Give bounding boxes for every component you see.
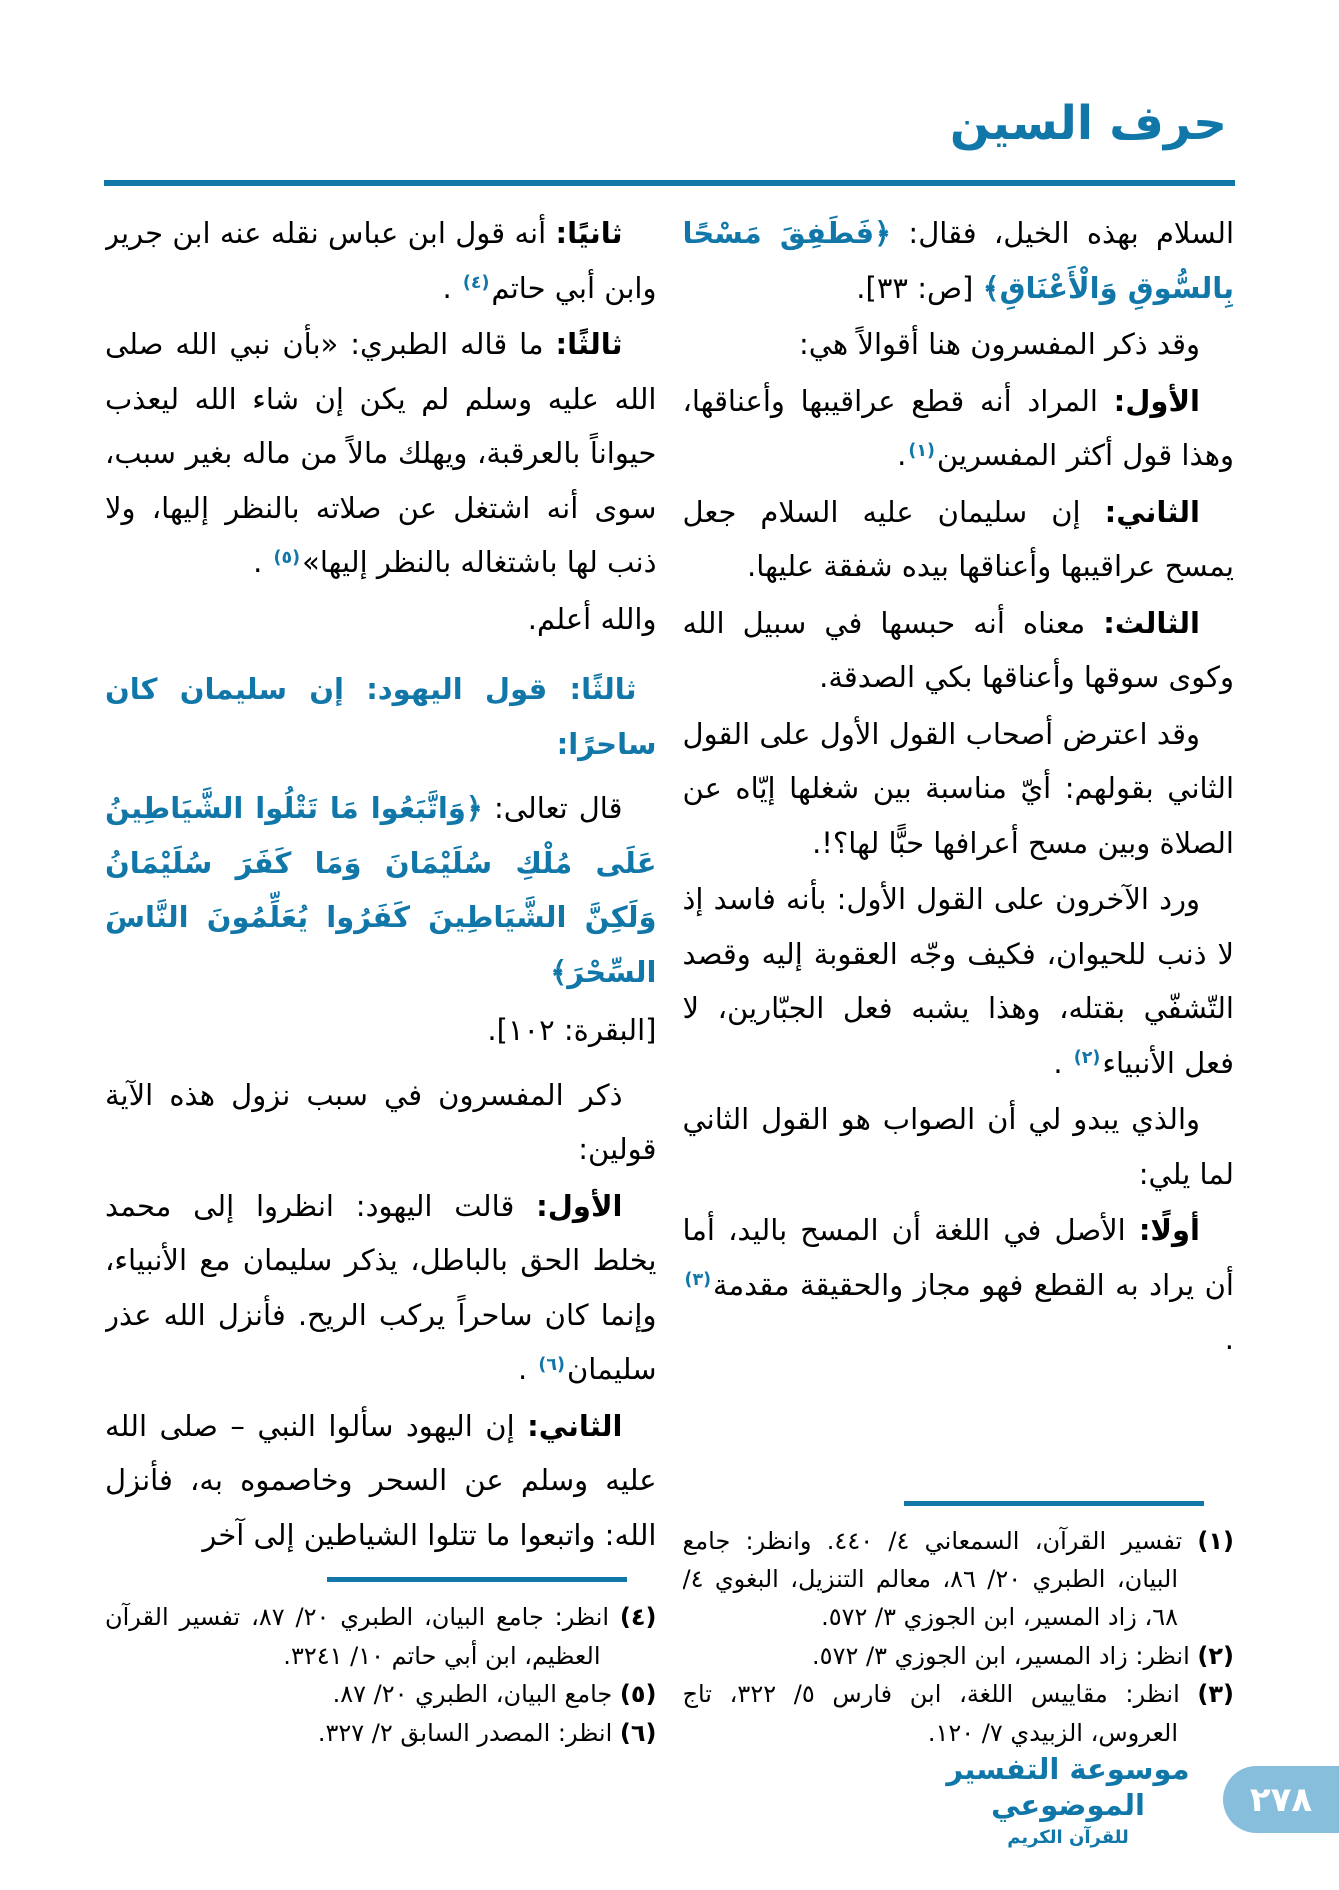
left-column-footnotes [105,1577,657,1752]
footnote-text: انظر: المصدر السابق ٢/ ٣٢٧. [317,1718,620,1747]
header-rule [104,180,1235,186]
right-column-footnotes [683,1501,1235,1752]
left-column [105,206,657,1752]
text-run: أنه قول ابن عباس نقله عنه ابن جرير وابن أبي حاتم [105,216,657,305]
paragraph [105,1003,657,1058]
text-run: ما قاله الطبري: «بأن نبي الله صلى الله عليه وسلم لم يكن إن شاء الله ليعذب حيواناً بالعرقبة، ويهلك مالاً من ماله بغير سبب، سوى أنه اشتغل عن صلاته بالنظر إليها، ولا ذنب لها باشتغاله بالنظر إليها» [105,327,657,580]
text-run: السلام بهذه الخيل، فقال: [891,216,1234,250]
text-run: وقد اعترض أصحاب القول الأول على القول الثاني بقولهم: أيّ مناسبة بين شغلها إيّاه عن الصلاة وبين مسح أعرافها حبًّا لها؟!. [682,716,1234,860]
footnote-number: (٦) [619,1718,657,1747]
lead-word: ثانيًا: [555,216,623,250]
text-run: . [1053,1045,1072,1080]
footnote-text: انظر: مقاييس اللغة، ابن فارس ٥/ ٣٢٢، تاج العروس، الزبيدي ٧/ ١٢٠. [682,1680,1198,1747]
lead-word: الأول: [536,1188,623,1223]
publisher-logo-title: موسوعة التفسير الموضوعي [946,1751,1190,1822]
text-run: [ص: ٣٣]. [856,270,983,305]
text-run: . [442,270,461,305]
footnote-number: (٥) [619,1680,657,1709]
text-run: . [253,545,272,580]
paragraph [683,596,1235,705]
left-column-body [105,206,657,1564]
footnote-separator [327,1577,627,1582]
footnote [683,1522,1235,1637]
footnote-ref: (٦) [538,1354,565,1375]
paragraph [683,1203,1235,1367]
text-run: إن اليهود سألوا النبي – صلى الله عليه وسلم عن السحر وخاصموه به، فأنزل الله: واتبعوا ما تتلوا الشياطين إلى آخر [105,1408,657,1552]
footnote [105,1675,657,1713]
footnote [105,1598,657,1675]
footnote-number: (١) [1197,1526,1234,1555]
page-number: ٢٧٨ [1249,1779,1313,1820]
footnote-ref: (٢) [1073,1048,1101,1069]
footnote-ref: (٥) [273,547,301,568]
text-run: والذي يبدو لي أن الصواب هو القول الثاني لما يلي: [682,1102,1234,1191]
text-run: وقد ذكر المفسرون هنا أقوالاً هي: [798,327,1200,362]
footnote-text: تفسير القرآن، السمعاني ٤/ ٤٤٠. وانظر: جامع البيان، الطبري ٢٠/ ٨٦، معالم التنزيل، البغوي ٤/ ٦٨، زاد المسير، ابن الجوزي ٣/ ٥٧٢. [682,1526,1198,1632]
paragraph [683,485,1235,594]
lead-word: الثالث: [1103,605,1200,640]
footnote [105,1714,657,1752]
text-run: قالت اليهود: انظروا إلى محمد يخلط الحق بالباطل، يذكر سليمان مع الأنبياء، وإنما كان ساحراً يركب الريح. فأنزل الله عذر سليمان [105,1188,657,1387]
right-column-body [683,206,1235,1369]
quran-text: ﴿فَطَفِقَ مَسْحًا بِالسُّوقِ وَالْأَعْنَاقِ﴾ [682,216,1234,305]
lead-word: الأول: [1113,383,1200,418]
footnote-ref: (٤) [462,272,490,293]
paragraph [105,317,657,590]
lead-word: الثاني: [527,1408,623,1443]
section-heading-text: ثالثًا: قول اليهود: إن سليمان كان ساحرًا: [105,672,657,761]
page-number-badge [1223,1766,1339,1833]
text-columns [105,206,1234,1752]
paragraph [105,206,657,315]
footnote-list [105,1598,657,1752]
text-run: . [897,438,907,473]
text-run: قال تعالى: [482,791,623,826]
publisher-logo-subtitle: للقرآن الكريم [1007,1827,1129,1848]
paragraph [683,206,1235,315]
lead-word: ثالثًا: [555,327,623,362]
footnote-separator [904,1501,1204,1506]
footnote-ref: (٣) [684,1270,712,1291]
chapter-title: حرف السين [949,96,1227,151]
text-run: ذكر المفسرون في سبب نزول هذه الآية قولين: [105,1077,657,1167]
footnote-text: جامع البيان، الطبري ٢٠/ ٨٧. [332,1680,620,1709]
footnote-list [683,1522,1235,1752]
footnote [683,1637,1235,1675]
paragraph [683,317,1235,372]
publisher-logo [943,1751,1193,1849]
text-run: . [517,1352,537,1387]
right-column [683,206,1235,1752]
footnote-number: (٣) [1197,1680,1234,1709]
quran-text: ﴿وَاتَّبَعُوا مَا تَتْلُوا الشَّيَاطِينُ عَلَى مُلْكِ سُلَيْمَانَ وَمَا كَفَرَ سُلَيْمَانُ وَلَكِنَّ الشَّيَاطِينَ كَفَرُوا يُعَلِّمُونَ النَّاسَ السِّحْرَ﴾ [105,791,657,989]
text-run: إن سليمان عليه السلام جعل يمسح عراقيبها وأعناقها بيده شفقة عليها. [682,494,1234,584]
paragraph [683,707,1235,871]
footnote-ref: (١) [908,440,935,461]
lead-word: الثاني: [1104,494,1200,529]
footnote [683,1675,1235,1752]
footnote-text: انظر: جامع البيان، الطبري ٢٠/ ٨٧، تفسير القرآن العظيم، ابن أبي حاتم ١٠/ ٣٢٤١. [105,1603,620,1670]
section-heading [105,662,657,771]
text-run: [البقرة: ١٠٢]. [487,1013,657,1048]
paragraph [105,1068,657,1177]
paragraph [105,1399,657,1563]
paragraph [105,781,657,999]
paragraph [105,1179,657,1397]
text-run: والله أعلم. [527,601,657,636]
text-run: معناه أنه حبسها في سبيل الله وكوى سوقها وأعناقها بكي الصدقة. [682,605,1234,695]
text-run: . [1224,1322,1234,1357]
footnote-text: انظر: زاد المسير، ابن الجوزي ٣/ ٥٧٢. [812,1641,1198,1670]
paragraph [683,1092,1235,1201]
paragraph [105,592,657,647]
text-run: ورد الآخرون على القول الأول: بأنه فاسد إذ لا ذنب للحيوان، فكيف وجّه العقوبة إليه وقصد التّشفّي بقتله، وهذا يشبه فعل الجبّارين، لا فعل الأنبياء [682,882,1234,1080]
text-run: الأصل في اللغة أن المسح باليد، أما أن يراد به القطع فهو مجاز والحقيقة مقدمة [682,1213,1234,1302]
lead-word: أولًا: [1138,1213,1200,1248]
footnote-number: (٤) [619,1603,657,1632]
text-run: المراد أنه قطع عراقيبها وأعناقها، وهذا قول أكثر المفسرين [682,383,1234,473]
paragraph [683,374,1235,483]
paragraph [683,872,1235,1090]
footnote-number: (٢) [1197,1641,1234,1670]
